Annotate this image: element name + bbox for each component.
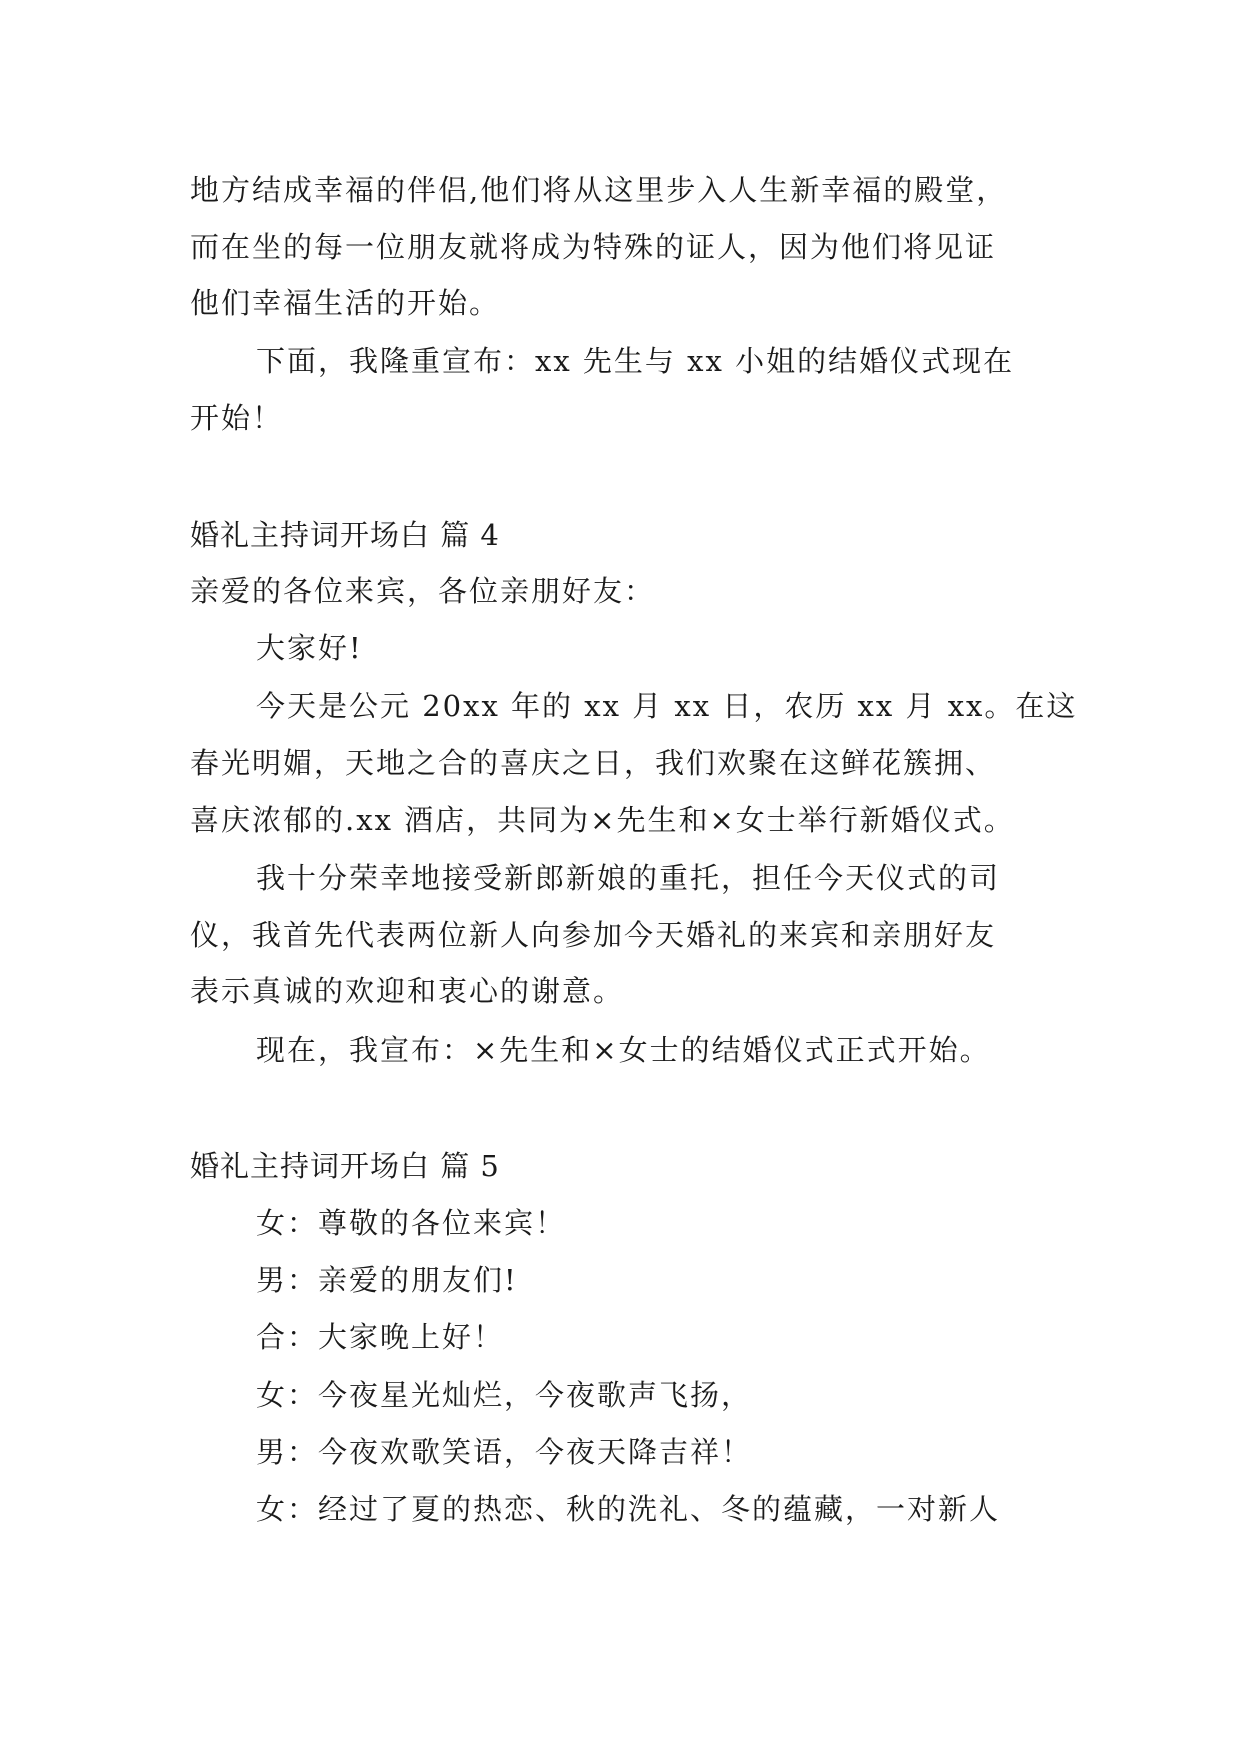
body-text-line: 开始！ [190,401,284,435]
body-text-line: 今天是公元 20xx 年的 xx 月 xx 日，农历 xx 月 xx。在这 [256,689,1078,723]
dialogue-line: 男：今夜欢歌笑语，今夜天降吉祥！ [256,1435,753,1469]
body-text-line: 现在，我宣布：×先生和×女士的结婚仪式正式开始。 [256,1033,991,1067]
body-text-line: 大家好! [256,631,363,665]
dialogue-line: 女：今夜星光灿烂，今夜歌声飞扬， [256,1378,753,1412]
body-text-line: 表示真诚的欢迎和衷心的谢意。 [190,974,625,1008]
greeting-line: 亲爱的各位来宾，各位亲朋好友： [190,574,656,608]
body-text-line: 下面，我隆重宣布：xx 先生与 xx 小姐的结婚仪式现在 [256,344,1015,378]
body-text-line: 喜庆浓郁的.xx 酒店，共同为×先生和×女士举行新婚仪式。 [190,803,1015,837]
body-text-line: 我十分荣幸地接受新郎新娘的重托，担任今天仪式的司 [256,861,1001,895]
dialogue-line: 合：大家晚上好！ [256,1320,505,1354]
body-text-line: 春光明媚，天地之合的喜庆之日，我们欢聚在这鲜花簇拥、 [190,746,997,780]
body-text-line: 而在坐的每一位朋友就将成为特殊的证人，因为他们将见证 [190,230,997,264]
body-text-line: 他们幸福生活的开始。 [190,286,501,320]
dialogue-line: 女：经过了夏的热恋、秋的洗礼、冬的蕴藏，一对新人 [256,1492,1001,1526]
body-text-line: 地方结成幸福的伴侣,他们将从这里步入人生新幸福的殿堂， [190,173,1008,207]
section-heading: 婚礼主持词开场白 篇 4 [190,518,500,552]
section-heading: 婚礼主持词开场白 篇 5 [190,1149,500,1183]
dialogue-line: 女：尊敬的各位来宾！ [256,1206,567,1240]
body-text-line: 仪，我首先代表两位新人向参加今天婚礼的来宾和亲朋好友 [190,918,997,952]
dialogue-line: 男：亲爱的朋友们! [256,1263,518,1297]
